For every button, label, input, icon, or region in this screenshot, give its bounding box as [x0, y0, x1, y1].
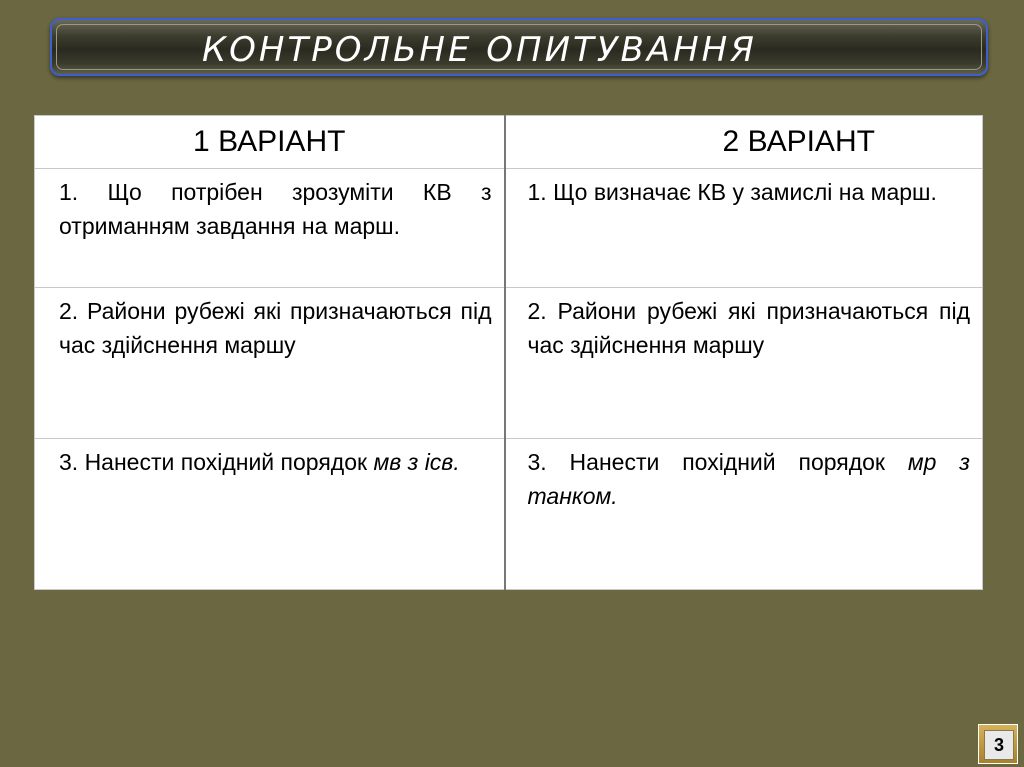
question-italic-text: мр з танком. [527, 449, 970, 509]
question-text-right-1 [506, 169, 983, 209]
title-banner [50, 18, 988, 76]
question-text-left-1 [35, 169, 504, 243]
table-row [35, 288, 983, 439]
table-cell [35, 439, 505, 590]
question-italic-text: мв з ісв. [373, 449, 460, 475]
slide-title: КОНТРОЛЬНЕ ОПИТУВАННЯ [202, 30, 757, 70]
question-text-left-2 [35, 288, 504, 362]
table-cell [505, 169, 983, 288]
question-text-right-3 [506, 439, 983, 513]
page-number: 3 [984, 730, 1014, 760]
question-text: 3. Нанести похідний порядок [59, 449, 374, 475]
table-header-row [35, 116, 983, 169]
table-row [35, 439, 983, 590]
survey-table [34, 115, 983, 590]
question-text: 2. Райони рубежі які призначаються під час здійснення маршу [527, 298, 970, 358]
table-cell [505, 439, 983, 590]
question-text: 1. Що потрібен зрозуміти КВ з отриманням завдання на марш. [59, 179, 492, 239]
question-text: 1. Що визначає КВ у замислі на марш. [527, 179, 937, 205]
page-number-badge [978, 724, 1018, 764]
table-cell [35, 288, 505, 439]
table-cell [505, 288, 983, 439]
table-row [35, 169, 983, 288]
question-text: 2. Райони рубежі які призначаються під час здійснення маршу [59, 298, 492, 358]
question-text-left-3 [35, 439, 504, 479]
table-cell [35, 169, 505, 288]
header-variant-2: 2 ВАРІАНТ [505, 116, 983, 169]
header-variant-1: 1 ВАРІАНТ [35, 116, 505, 169]
question-text: 3. Нанести похідний порядок [527, 449, 908, 475]
question-text-right-2 [506, 288, 983, 362]
